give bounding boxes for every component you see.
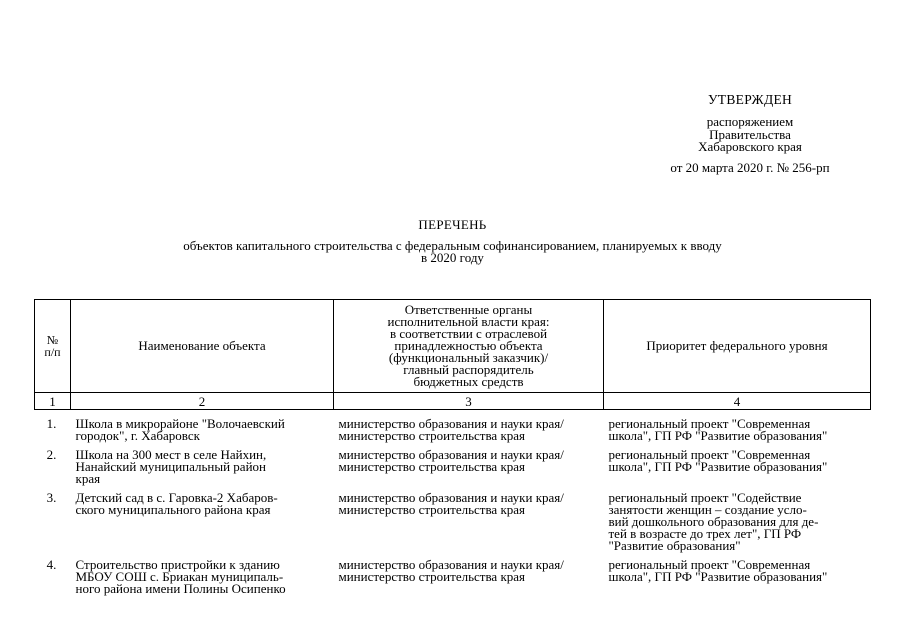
- header-number: № п/п: [35, 300, 71, 393]
- column-number: 1: [35, 393, 71, 410]
- federal-priority: региональный проект "Содействие занятости женщин – создание усло- вий дошкольного образования для де- тей в возрасте до трех лет", ГП РФ "Развитие образования": [608, 490, 819, 553]
- object-name: Детский сад в с. Гаровка-2 Хабаров- ского муниципального района края: [75, 490, 278, 517]
- object-name: Школа на 300 мест в селе Найхин, Нанайский муниципальный район края: [75, 447, 267, 486]
- header-authority: Ответственные органы исполнительной власти края: в соответствии с отраслевой принадлежностью объекта (функциональный заказчик)/ главный распорядитель бюджетных средств: [334, 300, 604, 393]
- table-row: [35, 492, 871, 559]
- responsible-authority: министерство образования и науки края/ министерство строительства края: [338, 416, 564, 443]
- subtitle-line-2: в 2020 году: [421, 250, 484, 265]
- row-number: 3.: [46, 490, 57, 505]
- responsible-authority: министерство образования и науки края/ министерство строительства края: [338, 447, 564, 474]
- row-number: 4.: [46, 557, 57, 572]
- table-row: [35, 449, 871, 492]
- column-number-row: [35, 393, 871, 410]
- responsible-authority: министерство образования и науки края/ министерство строительства края: [338, 490, 564, 517]
- column-number: 2: [71, 393, 334, 410]
- approval-block: [640, 93, 860, 174]
- header-object-name: Наименование объекта: [71, 300, 334, 393]
- approval-line-government: Правительства: [709, 126, 791, 142]
- subtitle-line-1: объектов капитального строительства с федеральным софинансированием, планируемых к вводу: [183, 238, 722, 253]
- object-name: Строительство пристройки к зданию МБОУ СОШ с. Бриакан муниципаль- ного района имени Полины Осипенко: [75, 557, 286, 596]
- table-row: [35, 559, 871, 602]
- row-number: 1.: [46, 416, 57, 431]
- header-priority: Приоритет федерального уровня: [604, 300, 871, 393]
- document-subtitle: [100, 240, 805, 264]
- table-header-row: [35, 300, 871, 393]
- approval-heading: УТВЕРЖДЕН: [707, 92, 793, 107]
- objects-table: [34, 299, 871, 602]
- approval-line-order: распоряжением: [706, 114, 794, 129]
- object-name: Школа в микрорайоне "Волочаевский городок", г. Хабаровск: [75, 416, 285, 443]
- column-number: 4: [604, 393, 871, 410]
- responsible-authority: министерство образования и науки края/ министерство строительства края: [338, 557, 564, 584]
- federal-priority: региональный проект "Современная школа", ГП РФ "Развитие образования": [608, 447, 828, 474]
- approval-line-region: Хабаровского края: [698, 139, 802, 154]
- document-title: ПЕРЕЧЕНЬ: [418, 217, 487, 232]
- federal-priority: региональный проект "Современная школа", ГП РФ "Развитие образования": [608, 416, 828, 443]
- table-row: [35, 418, 871, 449]
- column-number: 3: [334, 393, 604, 410]
- row-number: 2.: [46, 447, 57, 462]
- approval-date: от 20 марта 2020 г. № 256-рп: [670, 159, 830, 175]
- federal-priority: региональный проект "Современная школа", ГП РФ "Развитие образования": [608, 557, 828, 584]
